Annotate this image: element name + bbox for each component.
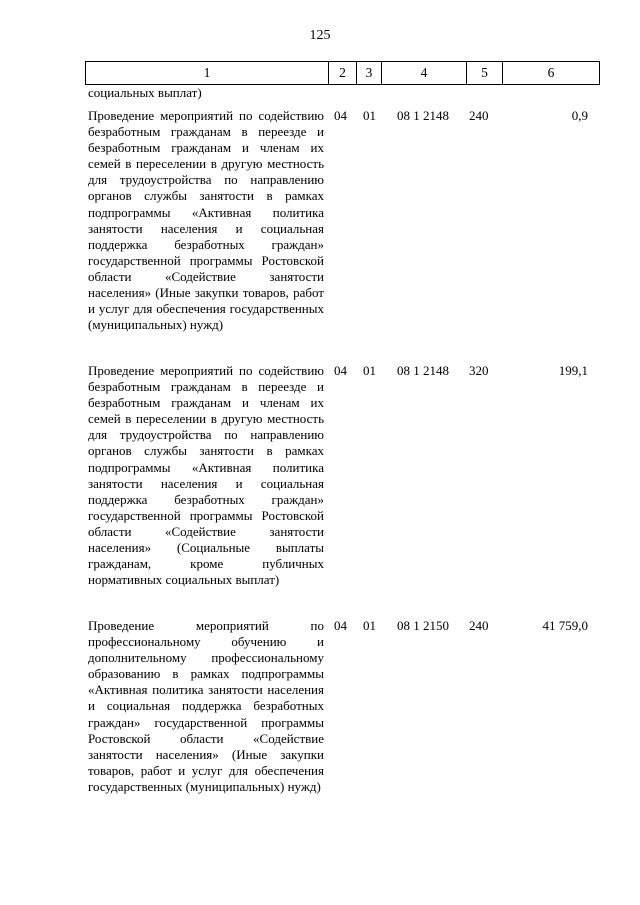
row-razdel: 04 [334, 363, 347, 378]
header-col-1: 1 [86, 62, 329, 85]
row-description: Проведение мероприятий по содействию безработным гражданам в переезде и безработным гражданам и членам их семей в переселении в другую местность для трудоустройства по направлению органов службы занятости в рамках подпрограммы «Активная политика занятости населения и социальная поддержка безработных граждан» государственной программы Ростовской области «Содействие занятости населения» (Иные закупки товаров, работ и услуг для обеспечения государственных (муниципальных) нужд) [88, 108, 324, 333]
row-csr: 08 1 2148 [397, 363, 449, 378]
row-podrazdel: 01 [363, 618, 376, 633]
row-sum: 41 759,0 [542, 618, 588, 633]
continuation-text: социальных выплат) [88, 85, 202, 100]
row-sum: 199,1 [558, 363, 588, 378]
row-podrazdel: 01 [363, 108, 376, 123]
row-podrazdel: 01 [363, 363, 376, 378]
page-number: 125 [309, 28, 331, 43]
row-vr: 240 [469, 108, 489, 123]
row-vr: 240 [469, 618, 489, 633]
table-header [85, 61, 600, 85]
header-col-3: 3 [357, 62, 382, 85]
row-razdel: 04 [334, 108, 347, 123]
row-description: Проведение мероприятий по содействию безработным гражданам в переезде и безработным гражданам и членам их семей в переселении в другую местность для трудоустройства по направлению органов службы занятости в рамках подпрограммы «Активная политика занятости населения и социальная поддержка безработных граждан» государственной программы Ростовской области «Содействие занятости населения» (Социальные выплаты гражданам, кроме публичных нормативных социальных выплат) [88, 363, 324, 588]
row-csr: 08 1 2148 [397, 108, 449, 123]
row-vr: 320 [469, 363, 489, 378]
row-sum: 0,9 [571, 108, 588, 123]
row-razdel: 04 [334, 618, 347, 633]
header-col-5: 5 [467, 62, 503, 85]
header-row [86, 62, 600, 85]
header-col-2: 2 [329, 62, 357, 85]
row-description: Проведение мероприятий по профессиональному обучению и дополнительному профессиональному образованию в рамках подпрограммы «Активная политика занятости населения и социальная поддержка безработных граждан» государственной программы Ростовской области «Содействие занятости населения» (Иные закупки товаров, работ и услуг для обеспечения государственных (муниципальных) нужд) [88, 618, 324, 794]
header-col-4: 4 [382, 62, 467, 85]
row-csr: 08 1 2150 [397, 618, 449, 633]
header-col-6: 6 [503, 62, 600, 85]
